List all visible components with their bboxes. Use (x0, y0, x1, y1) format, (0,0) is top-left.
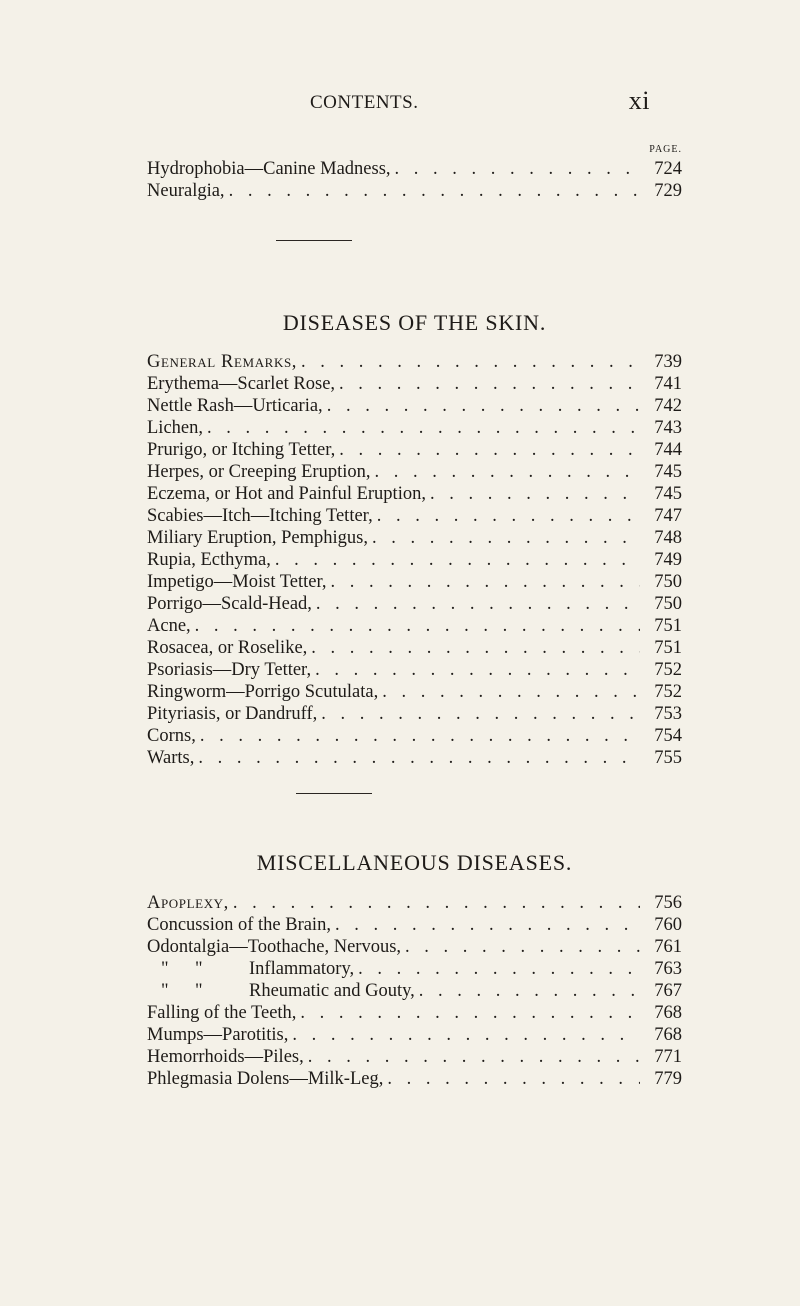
entry-page: 771 (654, 1047, 682, 1067)
dot-leader (321, 703, 640, 725)
dot-leader (200, 725, 640, 747)
entry-title: Mumps—Parotitis, (147, 1025, 289, 1045)
entry-title: Porrigo—Scald-Head, (147, 594, 312, 614)
entry-title: Pityriasis, or Dandruff, (147, 704, 318, 724)
toc-skin-list (147, 351, 682, 769)
dot-leader (198, 747, 640, 769)
dot-leader (301, 351, 640, 373)
entry-title: Miliary Eruption, Pemphigus, (147, 528, 368, 548)
toc-entry (147, 373, 682, 395)
dot-leader (377, 505, 640, 527)
dot-leader (405, 936, 640, 958)
toc-entry (147, 980, 682, 1002)
toc-entry (147, 483, 682, 505)
running-head-title: CONTENTS. (310, 92, 419, 113)
entry-title: Corns, (147, 726, 196, 746)
dot-leader (327, 395, 640, 417)
entry-page: 743 (654, 418, 682, 438)
section-heading-skin: DISEASES OF THE SKIN. (282, 310, 547, 335)
entry-page: 739 (654, 352, 682, 372)
toc-entry (147, 158, 682, 180)
entry-page: 755 (654, 748, 682, 768)
entry-title: Hydrophobia—Canine Madness, (147, 159, 391, 179)
toc-entry (147, 461, 682, 483)
entry-title: Prurigo, or Itching Tetter, (147, 440, 336, 460)
entry-page: 753 (654, 704, 682, 724)
dot-leader (358, 958, 640, 980)
page-folio: xi (628, 86, 650, 115)
entry-page: 742 (654, 396, 682, 416)
entry-page: 779 (654, 1069, 682, 1089)
entry-page: 747 (654, 506, 682, 526)
dot-leader (339, 373, 640, 395)
dot-leader (275, 549, 640, 571)
entry-title: Erythema—Scarlet Rose, (147, 374, 336, 394)
dot-leader (233, 892, 640, 914)
dot-leader (430, 483, 640, 505)
entry-page: 745 (654, 484, 682, 504)
dot-leader (339, 439, 640, 461)
entry-title: Lichen, (147, 418, 203, 438)
ditto-mark: " (195, 981, 203, 1001)
entry-title: Acne, (147, 616, 191, 636)
toc-entry (147, 180, 682, 202)
entry-title: Apoplexy, (147, 893, 229, 913)
entry-page: 760 (654, 915, 682, 935)
entry-page: 724 (654, 159, 682, 179)
dot-leader (229, 180, 640, 202)
toc-entry (147, 417, 682, 439)
dot-leader (300, 1002, 640, 1024)
entry-title: Ringworm—Porrigo Scutulata, (147, 682, 379, 702)
toc-entry (147, 1046, 682, 1068)
toc-entry (147, 703, 682, 725)
entry-title: Hemorrhoids—Piles, (147, 1047, 304, 1067)
entry-page: 763 (654, 959, 682, 979)
entry-title: Neuralgia, (147, 181, 225, 201)
dot-leader (374, 461, 640, 483)
toc-entry (147, 505, 682, 527)
dot-leader (387, 1068, 640, 1090)
ditto-mark: " (161, 959, 169, 979)
entry-page: 752 (654, 660, 682, 680)
toc-entry (147, 892, 682, 914)
toc-entry (147, 439, 682, 461)
section-divider (296, 793, 372, 794)
toc-entry (147, 615, 682, 637)
entry-page: 768 (654, 1025, 682, 1045)
entry-title: Scabies—Itch—Itching Tetter, (147, 506, 373, 526)
toc-entry (147, 593, 682, 615)
toc-entry (147, 1068, 682, 1090)
entry-page: 751 (654, 616, 682, 636)
entry-page: 749 (654, 550, 682, 570)
dot-leader (372, 527, 640, 549)
dot-leader (395, 158, 640, 180)
toc-entry (147, 395, 682, 417)
dot-leader (207, 417, 640, 439)
entry-page: 745 (654, 462, 682, 482)
entry-page: 752 (654, 682, 682, 702)
entry-title: Odontalgia—Toothache, Nervous, (147, 937, 402, 957)
toc-entry (147, 1024, 682, 1046)
entry-title: Nettle Rash—Urticaria, (147, 396, 323, 416)
entry-page: 754 (654, 726, 682, 746)
entry-page: 751 (654, 638, 682, 658)
dot-leader (331, 571, 640, 593)
entry-title: Rosacea, or Roselike, (147, 638, 308, 658)
toc-entry (147, 681, 682, 703)
toc-misc-list (147, 892, 682, 1090)
dot-leader (292, 1024, 640, 1046)
entry-title: Phlegmasia Dolens—Milk-Leg, (147, 1069, 384, 1089)
entry-subtitle: Inflammatory, (249, 959, 355, 979)
toc-entry (147, 527, 682, 549)
dot-leader (311, 637, 640, 659)
dot-leader (316, 593, 640, 615)
toc-entry (147, 936, 682, 958)
entry-title: General Remarks, (147, 352, 297, 372)
entry-title: Eczema, or Hot and Painful Eruption, (147, 484, 426, 504)
ditto-mark: " (161, 981, 169, 1001)
entry-page: 767 (654, 981, 682, 1001)
entry-page: 729 (654, 181, 682, 201)
entry-page: 761 (654, 937, 682, 957)
entry-page: 741 (654, 374, 682, 394)
toc-entry (147, 958, 682, 980)
page-column-label: PAGE. (649, 144, 682, 155)
section-divider (276, 240, 352, 241)
entry-title: Rupia, Ecthyma, (147, 550, 271, 570)
entry-title: Falling of the Teeth, (147, 1003, 297, 1023)
toc-entry (147, 637, 682, 659)
toc-entry (147, 549, 682, 571)
dot-leader (382, 681, 640, 703)
ditto-mark: " (195, 959, 203, 979)
entry-title: Herpes, or Creeping Eruption, (147, 462, 371, 482)
entry-subtitle: Rheumatic and Gouty, (249, 981, 415, 1001)
entry-title (147, 958, 358, 980)
toc-entry (147, 351, 682, 373)
dot-leader (315, 659, 640, 681)
entry-page: 750 (654, 572, 682, 592)
toc-entry (147, 747, 682, 769)
entry-title (147, 980, 419, 1002)
entry-page: 744 (654, 440, 682, 460)
entry-page: 748 (654, 528, 682, 548)
dot-leader (335, 914, 640, 936)
toc-entry (147, 914, 682, 936)
toc-entry (147, 1002, 682, 1024)
section-heading-misc: MISCELLANEOUS DISEASES. (256, 850, 573, 875)
entry-page: 756 (654, 893, 682, 913)
entry-title: Impetigo—Moist Tetter, (147, 572, 327, 592)
entry-page: 768 (654, 1003, 682, 1023)
dot-leader (195, 615, 640, 637)
toc-top-list (147, 158, 682, 202)
toc-entry (147, 571, 682, 593)
entry-title: Warts, (147, 748, 195, 768)
dot-leader (308, 1046, 640, 1068)
toc-entry (147, 725, 682, 747)
toc-entry (147, 659, 682, 681)
entry-title: Psoriasis—Dry Tetter, (147, 660, 312, 680)
entry-title: Concussion of the Brain, (147, 915, 331, 935)
dot-leader (419, 980, 640, 1002)
entry-page: 750 (654, 594, 682, 614)
